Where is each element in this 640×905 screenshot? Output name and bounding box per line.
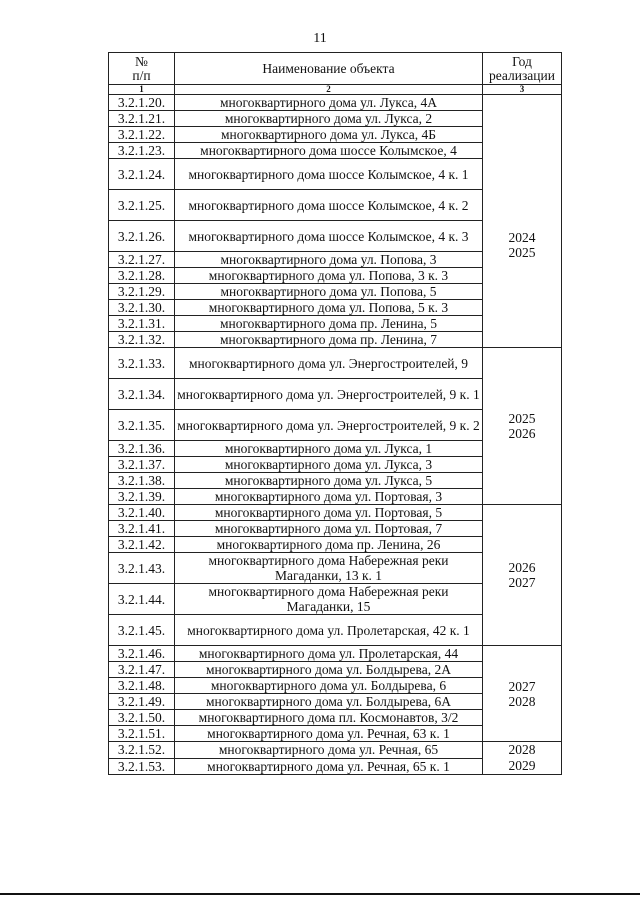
row-number: 3.2.1.44. (109, 584, 175, 615)
bottom-rule (0, 893, 640, 895)
table-row (109, 505, 562, 521)
row-number: 3.2.1.40. (109, 505, 175, 521)
row-number: 3.2.1.41. (109, 521, 175, 537)
row-number: 3.2.1.31. (109, 316, 175, 332)
object-name: многоквартирного дома пр. Ленина, 5 (175, 316, 483, 332)
row-number: 3.2.1.51. (109, 726, 175, 742)
row-number: 3.2.1.33. (109, 348, 175, 379)
row-number: 3.2.1.32. (109, 332, 175, 348)
row-number: 3.2.1.35. (109, 410, 175, 441)
object-name: многоквартирного дома ул. Портовая, 3 (175, 489, 483, 505)
object-name: многоквартирного дома ул. Попова, 3 к. 3 (175, 268, 483, 284)
header-object-name: Наименование объекта (175, 53, 483, 85)
object-name: многоквартирного дома ул. Болдырева, 6 (175, 678, 483, 694)
object-name: многоквартирного дома ул. Речная, 65 к. 1 (175, 758, 483, 775)
object-name: многоквартирного дома ул. Лукса, 4А (175, 95, 483, 111)
object-name: многоквартирного дома Набережная реки Магаданки, 15 (175, 584, 483, 615)
row-number: 3.2.1.21. (109, 111, 175, 127)
row-number: 3.2.1.49. (109, 694, 175, 710)
header-number: № п/п (109, 53, 175, 85)
row-number: 3.2.1.29. (109, 284, 175, 300)
object-name: многоквартирного дома ул. Портовая, 7 (175, 521, 483, 537)
column-index-row (109, 85, 562, 95)
page-number: 11 (313, 31, 327, 46)
year-cell: 2024 2025 (483, 190, 562, 348)
row-number: 3.2.1.39. (109, 489, 175, 505)
column-index: 1 (109, 85, 175, 95)
object-name: многоквартирного дома пл. Космонавтов, 3/2 (175, 710, 483, 726)
object-name: многоквартирного дома ул. Пролетарская, 42 к. 1 (175, 615, 483, 646)
row-number: 3.2.1.47. (109, 662, 175, 678)
object-name: многоквартирного дома ул. Речная, 65 (175, 742, 483, 759)
table-row (109, 190, 562, 221)
object-name: многоквартирного дома шоссе Колымское, 4 (175, 143, 483, 159)
object-name: многоквартирного дома пр. Ленина, 26 (175, 537, 483, 553)
row-number: 3.2.1.43. (109, 553, 175, 584)
row-number: 3.2.1.27. (109, 252, 175, 268)
object-name: многоквартирного дома ул. Энергостроителей, 9 к. 1 (175, 379, 483, 410)
row-number: 3.2.1.37. (109, 457, 175, 473)
object-name: многоквартирного дома ул. Лукса, 3 (175, 457, 483, 473)
row-number: 3.2.1.38. (109, 473, 175, 489)
row-number: 3.2.1.20. (109, 95, 175, 111)
object-name: многоквартирного дома ул. Речная, 63 к. 1 (175, 726, 483, 742)
object-name: многоквартирного дома ул. Лукса, 5 (175, 473, 483, 489)
row-number: 3.2.1.23. (109, 143, 175, 159)
object-name: многоквартирного дома шоссе Колымское, 4 к. 2 (175, 190, 483, 221)
object-name: многоквартирного дома Набережная реки Магаданки, 13 к. 1 (175, 553, 483, 584)
object-name: многоквартирного дома ул. Лукса, 4Б (175, 127, 483, 143)
objects-table (108, 52, 562, 775)
object-name: многоквартирного дома ул. Портовая, 5 (175, 505, 483, 521)
year-cell: 2025 2026 (483, 348, 562, 505)
column-index: 3 (483, 85, 562, 95)
table-header-row (109, 53, 562, 85)
row-number: 3.2.1.22. (109, 127, 175, 143)
object-name: многоквартирного дома ул. Энергостроителей, 9 (175, 348, 483, 379)
object-name: многоквартирного дома ул. Лукса, 1 (175, 441, 483, 457)
table-row (109, 95, 562, 111)
column-index: 2 (175, 85, 483, 95)
object-name: многоквартирного дома ул. Энергостроителей, 9 к. 2 (175, 410, 483, 441)
year-cell: 2028 2029 (483, 742, 562, 775)
row-number: 3.2.1.53. (109, 758, 175, 775)
row-number: 3.2.1.48. (109, 678, 175, 694)
table-row (109, 646, 562, 662)
object-name: многоквартирного дома ул. Попова, 5 (175, 284, 483, 300)
row-number: 3.2.1.34. (109, 379, 175, 410)
row-number: 3.2.1.26. (109, 221, 175, 252)
row-number: 3.2.1.25. (109, 190, 175, 221)
row-number: 3.2.1.24. (109, 159, 175, 190)
row-number: 3.2.1.46. (109, 646, 175, 662)
object-name: многоквартирного дома шоссе Колымское, 4 к. 1 (175, 159, 483, 190)
row-number: 3.2.1.45. (109, 615, 175, 646)
row-number: 3.2.1.30. (109, 300, 175, 316)
table-row (109, 742, 562, 759)
year-cell: 2026 2027 (483, 505, 562, 646)
row-number: 3.2.1.42. (109, 537, 175, 553)
object-name: многоквартирного дома ул. Попова, 5 к. 3 (175, 300, 483, 316)
object-name: многоквартирного дома ул. Болдырева, 2А (175, 662, 483, 678)
header-year: Год реализации (483, 53, 562, 85)
year-cell: 2027 2028 (483, 646, 562, 742)
row-number: 3.2.1.36. (109, 441, 175, 457)
object-name: многоквартирного дома ул. Лукса, 2 (175, 111, 483, 127)
object-name: многоквартирного дома ул. Болдырева, 6А (175, 694, 483, 710)
year-cell (483, 95, 562, 190)
object-name: многоквартирного дома ул. Попова, 3 (175, 252, 483, 268)
row-number: 3.2.1.28. (109, 268, 175, 284)
object-name: многоквартирного дома шоссе Колымское, 4 к. 3 (175, 221, 483, 252)
table-row (109, 348, 562, 379)
row-number: 3.2.1.50. (109, 710, 175, 726)
row-number: 3.2.1.52. (109, 742, 175, 759)
object-name: многоквартирного дома ул. Пролетарская, 44 (175, 646, 483, 662)
object-name: многоквартирного дома пр. Ленина, 7 (175, 332, 483, 348)
